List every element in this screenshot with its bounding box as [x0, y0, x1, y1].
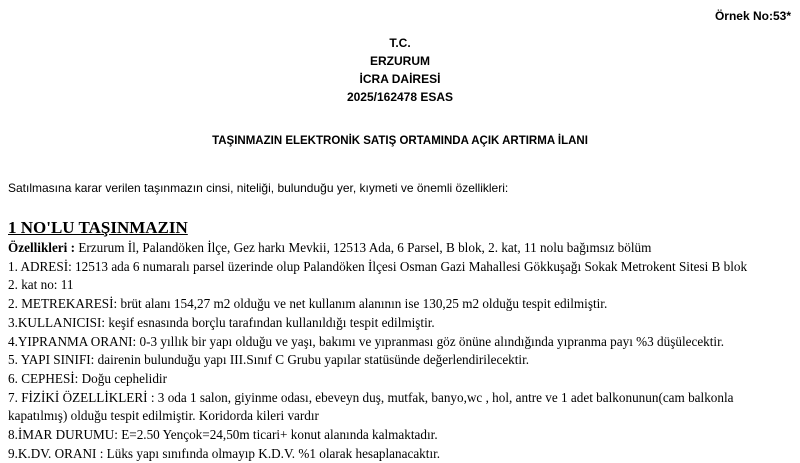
- property-line-depreciation: [8, 333, 794, 352]
- property-line-area: [8, 295, 794, 314]
- property-section: [8, 217, 794, 463]
- property-line-vat: [8, 445, 794, 463]
- line-label: 3.KULLANICISI:: [8, 314, 106, 330]
- line-label: 4.YIPRANMA ORANI:: [8, 333, 137, 349]
- property-line-facade: [8, 370, 794, 389]
- sample-number: Örnek No:53*: [714, 9, 791, 23]
- line-text: 3 oda 1 salon, giyinme odası, ebeveyn duş, mutfak, banyo,wc , hol, antre ve 1 adet balkonunun(cam balkonla kapatılmış) olduğu tespit edilmiştir. Koridorda kileri vardır: [8, 389, 734, 424]
- features-text: Erzurum İl, Palandöken İlçe, Gez harkı Mevkii, 12513 Ada, 6 Parsel, B blok, 2. kat, 11 nolu bağımsız bölüm: [75, 240, 652, 255]
- header-country: T.C.: [389, 36, 411, 50]
- line-text: Lüks yapı sınıfında olmayıp K.D.V. %1 olarak hesaplanacaktır.: [103, 445, 441, 461]
- line-label: 5. YAPI SINIFI:: [8, 352, 95, 368]
- line-text: 0-3 yıllık bir yapı olduğu ve yaşı, bakımı ve yıpranması göz önüne alındığında yıpranma payı %3 düşülecektir.: [136, 333, 725, 349]
- header-office: İCRA DAİRESİ: [359, 72, 441, 86]
- line-text: brüt alanı 154,27 m2 olduğu ve net kullanım alanının ise 130,25 m2 olduğu tespit edilmiştir.: [117, 296, 608, 312]
- line-text: 12513 ada 6 numaralı parsel üzerinde olup Palandöken İlçesi Osman Gazi Mahallesi Gökkuşağı Sokak Metrokent Sitesi B blok: [71, 258, 748, 274]
- line-label: 8.İMAR DURUMU:: [8, 427, 118, 443]
- header-case-number: 2025/162478 ESAS: [346, 90, 454, 104]
- property-line-user: [8, 314, 794, 333]
- property-line-zoning: [8, 426, 794, 445]
- line-text: keşif esnasında borçlu tarafından kullanıldığı tespit edilmiştir.: [105, 314, 435, 330]
- property-features: [8, 239, 794, 258]
- line-label: 1. ADRESİ:: [8, 258, 72, 274]
- line-text: E=2.50 Yençok=24,50m ticari+ konut alanında kalmaktadır.: [117, 427, 438, 443]
- property-line-address: [8, 258, 794, 277]
- line-label: 9.K.DV. ORANI :: [8, 445, 104, 461]
- features-label: Özellikleri :: [8, 240, 76, 255]
- property-line-building-class: [8, 351, 794, 370]
- line-label: 6. CEPHESİ:: [8, 370, 79, 386]
- line-text: 2. kat no: 11: [8, 277, 74, 293]
- line-label: 7. FİZİKİ ÖZELLİKLERİ :: [8, 389, 155, 405]
- property-line-address-cont: [8, 276, 794, 295]
- intro-text: Satılmasına karar verilen taşınmazın cinsi, niteliği, bulunduğu yer, kıymeti ve önemli özellikleri:: [8, 181, 509, 195]
- line-label: 2. METREKARESİ:: [8, 296, 118, 312]
- line-text: Doğu cephelidir: [78, 370, 167, 386]
- header-city: ERZURUM: [370, 54, 430, 68]
- announcement-title: TAŞINMAZIN ELEKTRONİK SATIŞ ORTAMINDA AÇIK ARTIRMA İLANI: [212, 135, 588, 147]
- line-text: dairenin bulunduğu yapı III.Sınıf C Grubu yapılar statüsünde değerlendirilecektir.: [94, 352, 530, 368]
- property-title: 1 NO'LU TAŞINMAZIN: [8, 218, 188, 237]
- document-header: [0, 34, 800, 106]
- property-line-physical: [8, 389, 794, 426]
